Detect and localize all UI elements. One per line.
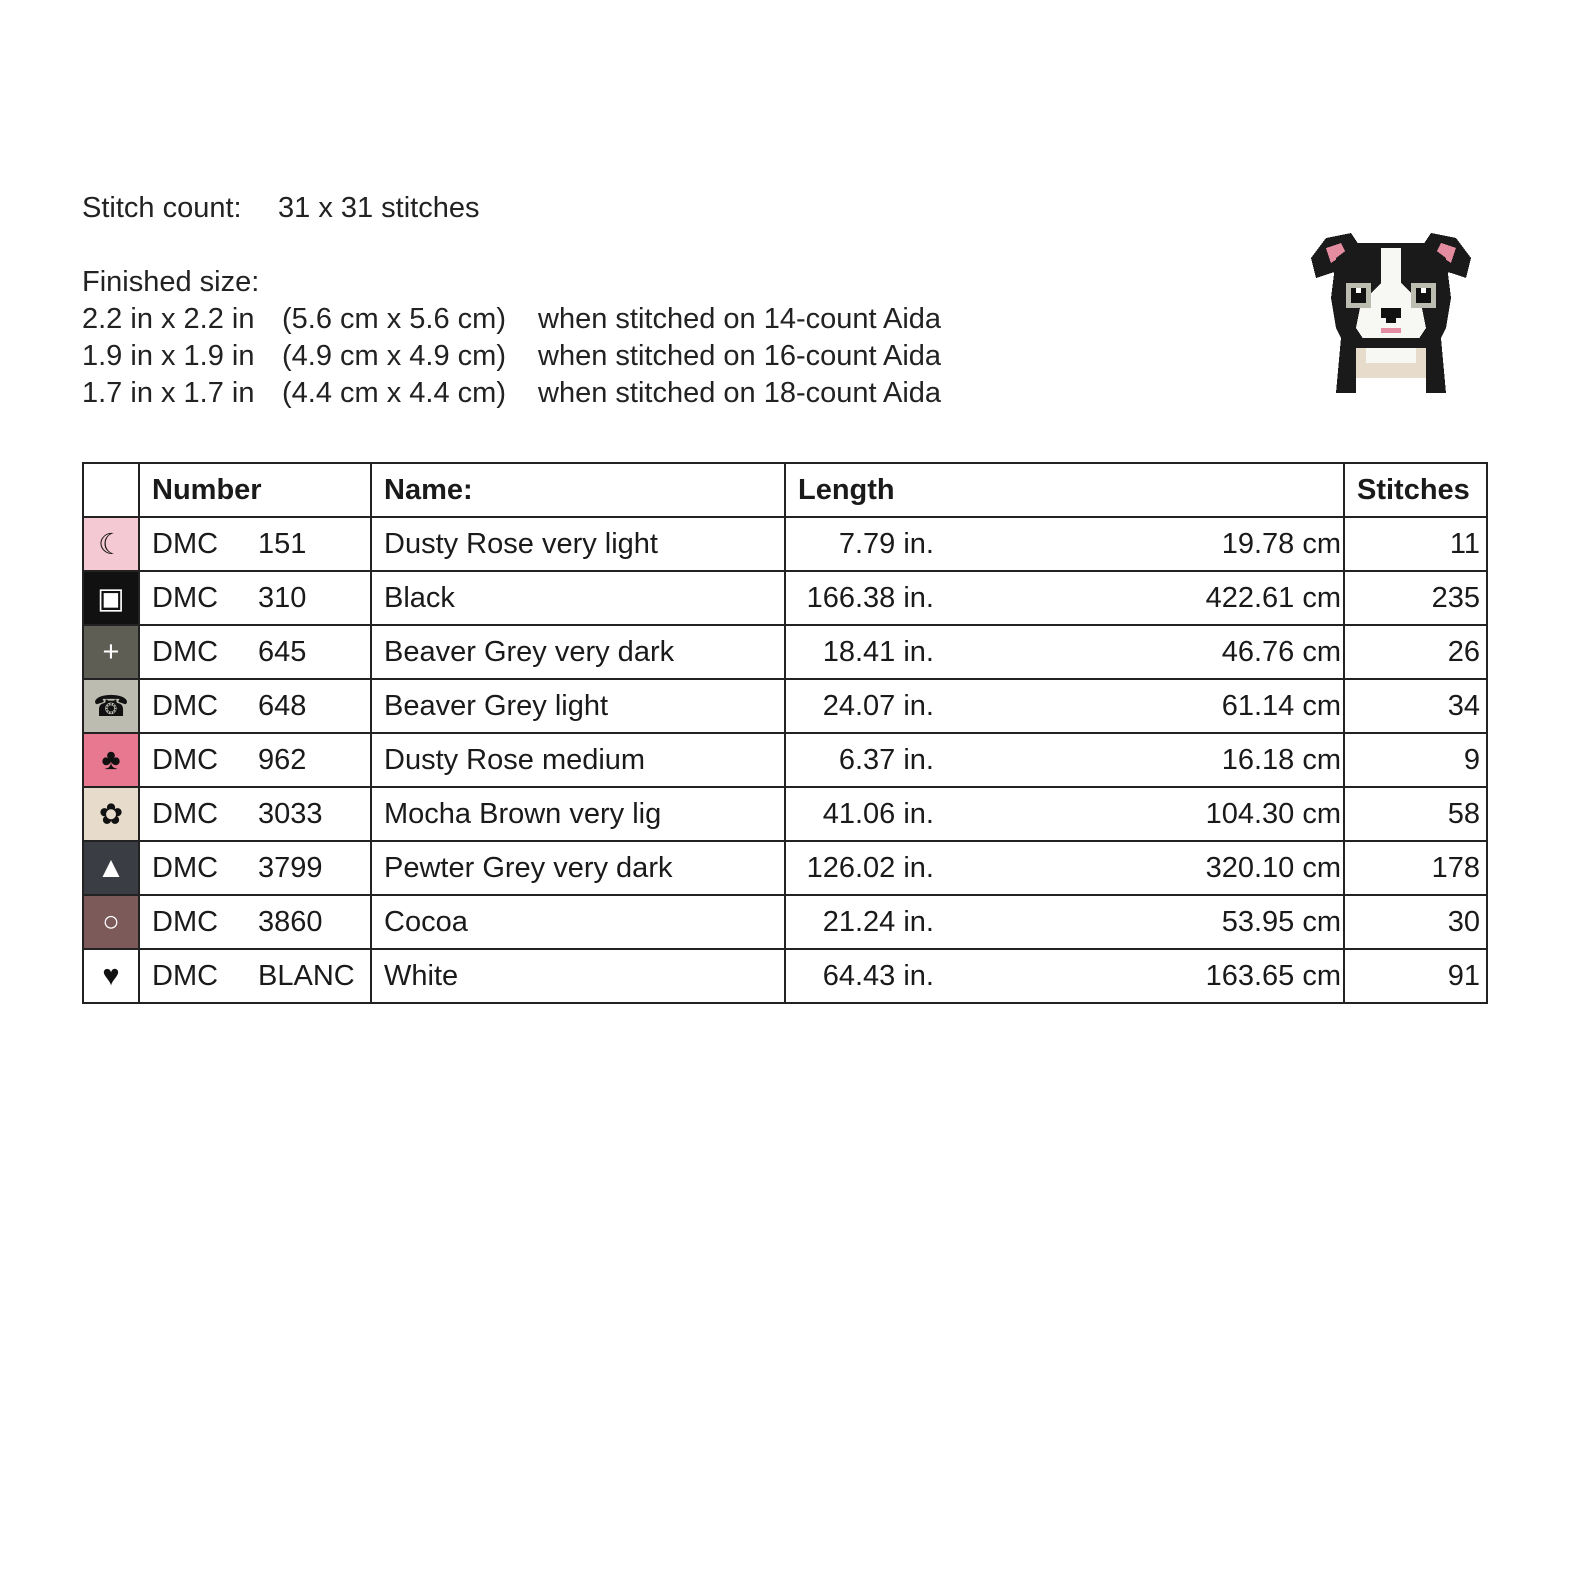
size-inches: 1.9 in x 1.9 in — [82, 340, 255, 372]
thread-length — [785, 571, 1344, 625]
color-swatch — [83, 679, 139, 733]
thread-code: 151 — [258, 527, 307, 560]
stitch-total: 58 — [1344, 787, 1487, 841]
thread-number — [139, 625, 371, 679]
thread-length — [785, 625, 1344, 679]
thread-length — [785, 949, 1344, 1003]
table-row — [83, 895, 1487, 949]
thread-length — [785, 679, 1344, 733]
header-stitches: Stitches — [1344, 463, 1487, 517]
length-cm: 46.76 cm — [1221, 635, 1341, 668]
thread-brand: DMC — [152, 959, 219, 992]
header-name: Name: — [371, 463, 785, 517]
thread-name: White — [371, 949, 785, 1003]
thread-number — [139, 787, 371, 841]
club-icon: ♣ — [101, 743, 121, 776]
thread-number — [139, 895, 371, 949]
thread-number — [139, 841, 371, 895]
thread-code: BLANC — [258, 959, 355, 992]
length-cm: 163.65 cm — [1205, 959, 1341, 992]
length-inches: 24.07 in. — [822, 689, 934, 722]
thread-name: Beaver Grey light — [371, 679, 785, 733]
table-row — [83, 841, 1487, 895]
thread-brand: DMC — [152, 581, 219, 614]
heart-icon: ♥ — [102, 959, 120, 992]
thread-code: 3799 — [258, 851, 323, 884]
stitch-total: 9 — [1344, 733, 1487, 787]
thread-name: Mocha Brown very lig — [371, 787, 785, 841]
table-row — [83, 679, 1487, 733]
size-inches: 2.2 in x 2.2 in — [82, 303, 255, 335]
thread-name: Dusty Rose very light — [371, 517, 785, 571]
length-cm: 422.61 cm — [1205, 581, 1341, 614]
thread-code: 645 — [258, 635, 307, 668]
phone-icon: ☎ — [92, 690, 130, 723]
table-row — [83, 517, 1487, 571]
thread-code: 3860 — [258, 905, 323, 938]
thread-name: Beaver Grey very dark — [371, 625, 785, 679]
color-swatch — [83, 571, 139, 625]
table-row — [83, 787, 1487, 841]
thread-brand: DMC — [152, 905, 219, 938]
thread-number — [139, 733, 371, 787]
thread-brand: DMC — [152, 527, 219, 560]
thread-code: 962 — [258, 743, 307, 776]
stitch-count-value: 31 x 31 stitches — [278, 192, 480, 224]
table-row — [83, 571, 1487, 625]
length-cm: 53.95 cm — [1221, 905, 1341, 938]
thread-length — [785, 787, 1344, 841]
length-inches: 6.37 in. — [838, 743, 934, 776]
stitch-total: 178 — [1344, 841, 1487, 895]
thread-brand: DMC — [152, 743, 219, 776]
thread-brand: DMC — [152, 797, 219, 830]
color-swatch — [83, 517, 139, 571]
length-inches: 64.43 in. — [822, 959, 934, 992]
thread-name: Pewter Grey very dark — [371, 841, 785, 895]
thread-brand: DMC — [152, 689, 219, 722]
header-length: Length — [785, 463, 1344, 517]
stitch-total: 11 — [1344, 517, 1487, 571]
plus-icon: + — [102, 635, 120, 668]
stitch-total: 91 — [1344, 949, 1487, 1003]
length-cm: 320.10 cm — [1205, 851, 1341, 884]
thread-length — [785, 841, 1344, 895]
stitch-total: 235 — [1344, 571, 1487, 625]
size-cm: (4.4 cm x 4.4 cm) — [282, 377, 506, 409]
finished-size-line — [82, 338, 941, 375]
length-inches: 18.41 in. — [822, 635, 934, 668]
table-row — [83, 625, 1487, 679]
thread-name: Cocoa — [371, 895, 785, 949]
thread-name: Black — [371, 571, 785, 625]
color-swatch — [83, 787, 139, 841]
length-cm: 104.30 cm — [1205, 797, 1341, 830]
finished-size-label: Finished size: — [82, 266, 260, 298]
flower-icon: ✿ — [98, 798, 124, 831]
thread-length — [785, 733, 1344, 787]
length-inches: 21.24 in. — [822, 905, 934, 938]
tree-icon: ▲ — [96, 851, 126, 884]
color-swatch — [83, 625, 139, 679]
stitch-total: 26 — [1344, 625, 1487, 679]
size-fabric: when stitched on 16-count Aida — [538, 340, 942, 372]
thread-number — [139, 517, 371, 571]
size-cm: (4.9 cm x 4.9 cm) — [282, 340, 506, 372]
thread-number — [139, 679, 371, 733]
color-swatch — [83, 895, 139, 949]
header-number: Number — [139, 463, 371, 517]
color-swatch — [83, 949, 139, 1003]
length-cm: 16.18 cm — [1221, 743, 1341, 776]
finished-size-line — [82, 375, 941, 412]
thread-code: 3033 — [258, 797, 323, 830]
square-icon: ▣ — [97, 582, 125, 615]
thread-key-table — [82, 462, 1488, 1004]
thread-brand: DMC — [152, 851, 219, 884]
moon-icon: ☾ — [98, 528, 124, 561]
header-symbol — [83, 463, 139, 517]
stitch-count-label: Stitch count: — [82, 192, 242, 224]
thread-number — [139, 571, 371, 625]
length-inches: 41.06 in. — [822, 797, 934, 830]
thread-length — [785, 895, 1344, 949]
pattern-info — [82, 190, 941, 412]
length-inches: 126.02 in. — [806, 851, 934, 884]
thread-code: 648 — [258, 689, 307, 722]
length-cm: 19.78 cm — [1221, 527, 1341, 560]
size-inches: 1.7 in x 1.7 in — [82, 377, 255, 409]
length-inches: 166.38 in. — [806, 581, 934, 614]
thread-code: 310 — [258, 581, 307, 614]
table-row — [83, 733, 1487, 787]
thread-length — [785, 517, 1344, 571]
ring-icon: ○ — [102, 905, 120, 938]
length-inches: 7.79 in. — [838, 527, 934, 560]
finished-size-line — [82, 301, 941, 338]
size-cm: (5.6 cm x 5.6 cm) — [282, 303, 506, 335]
table-row — [83, 949, 1487, 1003]
pattern-preview-dog — [1306, 228, 1476, 398]
size-fabric: when stitched on 14-count Aida — [538, 303, 942, 335]
thread-brand: DMC — [152, 635, 219, 668]
thread-name: Dusty Rose medium — [371, 733, 785, 787]
finished-size — [82, 264, 941, 412]
color-swatch — [83, 733, 139, 787]
color-swatch — [83, 841, 139, 895]
length-cm: 61.14 cm — [1221, 689, 1341, 722]
thread-number — [139, 949, 371, 1003]
stitch-count — [82, 190, 941, 227]
stitch-total: 30 — [1344, 895, 1487, 949]
stitch-total: 34 — [1344, 679, 1487, 733]
table-header-row — [83, 463, 1487, 517]
size-fabric: when stitched on 18-count Aida — [538, 377, 942, 409]
